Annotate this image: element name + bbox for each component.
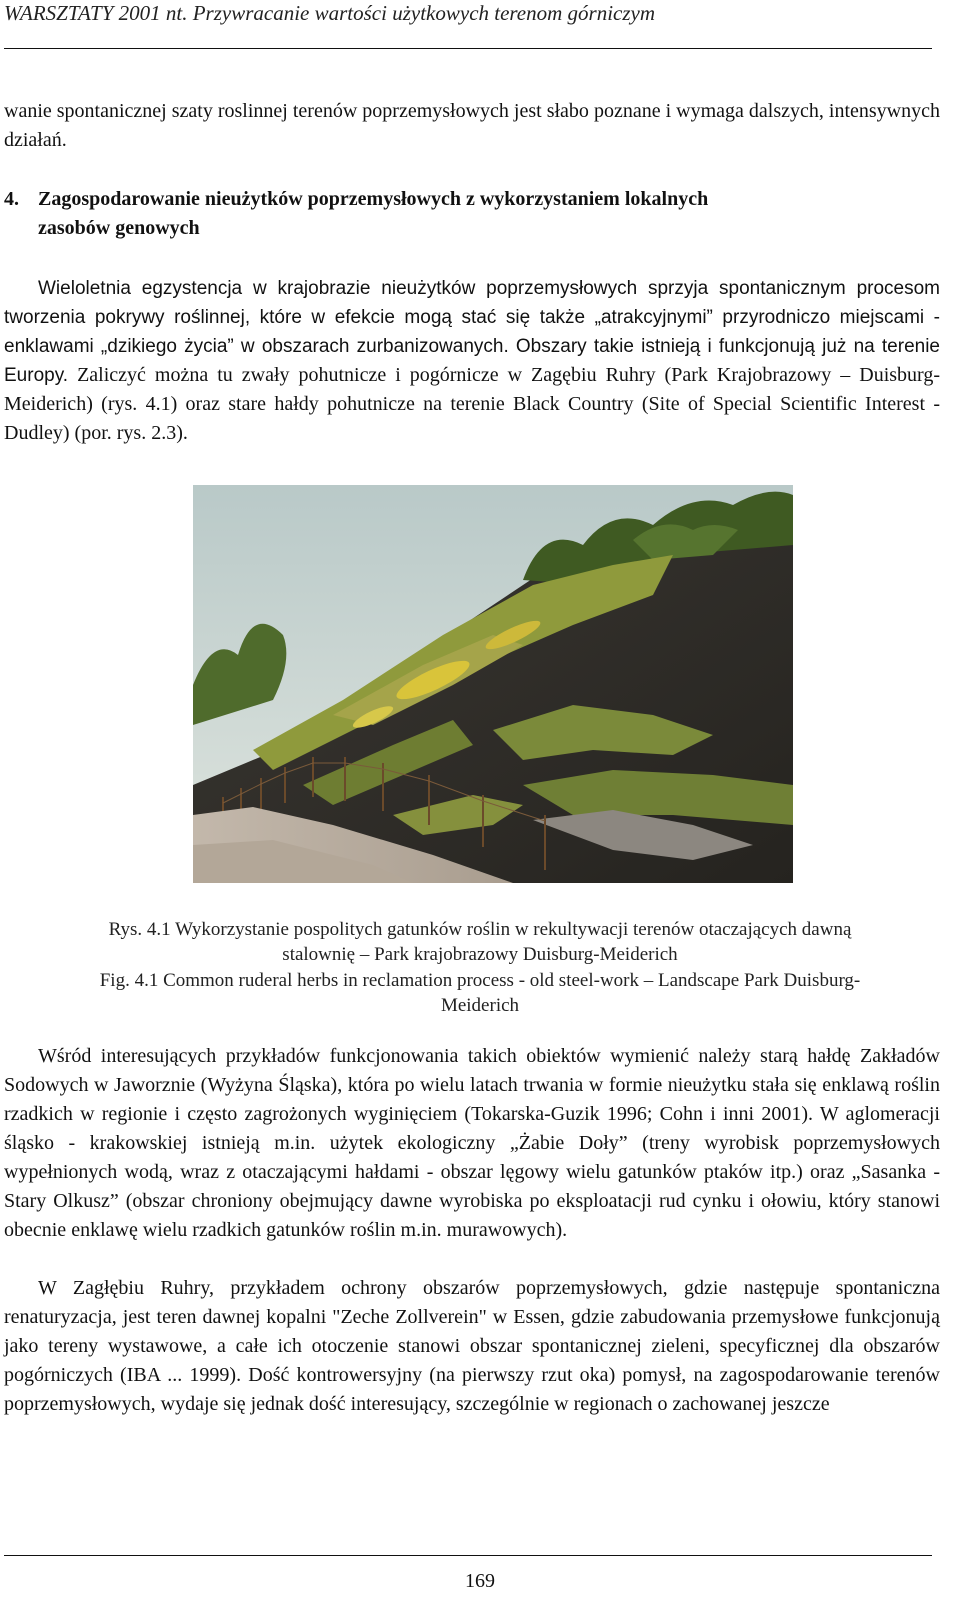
section-heading — [4, 185, 904, 243]
caption-pl-line2: stalownię – Park krajobrazowy Duisburg-Meiderich — [282, 944, 678, 965]
paragraph-existence-serif: Zaliczyć można tu zwały pohutnicze i pogórnicze w Zagębiu Ruhry (Park Krajobrazowy – Duisburg-Meiderich) (rys. 4.1) oraz stare hałdy pohutnicze na terenie Black Country (Site of Special Scientific Interest - Dudley) (por. rys. 2.3). — [4, 364, 940, 444]
figure-caption-english — [0, 968, 960, 1018]
page-number: 169 — [465, 1570, 495, 1592]
paragraph-ruhr: W Zagłębiu Ruhry, przykładem ochrony obszarów poprzemysłowych, gdzie następuje spontaniczna renaturyzacja, jest teren dawnej kopalni "Zeche Zollverein" w Essen, gdzie zabudowania przemysłowe funkcjonują jako tereny wystawowe, a całe ich otoczenie stanowi obszar spontanicznej zieleni, specyficznej dla obszarów pogórniczych (IBA ... 1999). Dość kontrowersyjny (na pierwszy rzut oka) pomysł, na zagospodarowanie terenów poprzemysłowych, wydaje się jednak dość interesujący, szczególnie w regionach o zachowanej jeszcze — [4, 1277, 940, 1415]
running-header: WARSZTATY 2001 nt. Przywracanie wartości użytkowych terenom górniczym — [4, 1, 656, 25]
section-title-line1: Zagospodarowanie nieużytków poprzemysłowych z wykorzystaniem lokalnych — [38, 188, 709, 210]
caption-en-line2: Meiderich — [440, 995, 520, 1016]
section-title-line2: zasobów genowych — [38, 217, 200, 239]
paragraph-examples: Wśród interesujących przykładów funkcjonowania takich obiektów wymienić należy starą hałdę Zakładów Sodowych w Jaworznie (Wyżyna Śląska), która po wielu latach trwania w formie nieużytku stała się enklawą roślin rzadkich w regionie i często zagrożonych wyginięciem (Tokarska-Guzik 1996; Cohn i inni 2001). W aglomeracji śląsko - krakowskiej istnieją m.in. użytek ekologiczny „Żabie Doły” (treny wyrobisk poprzemysłowych wypełnionych wodą, wraz z otaczającymi hałdami - obszar lęgowy wielu gatunków ptaków itp.) oraz „Sasanka - Stary Olkusz” (obszar chroniony obejmujący dawne wyrobiska po eksploatacji rud cynku i ołowiu, który stanowi obecnie enklawę wielu rzadkich gatunków roślin m.in. murawowych). — [4, 1045, 940, 1241]
footer-rule — [4, 1555, 932, 1556]
paragraph-existence-sans: Wieloletnia egzystencja w krajobrazie nieużytków poprzemysłowych sprzyja spontanicznym procesom tworzenia pokrywy roślinnej, które w efekcie mogą stać się także „atrakcyjnymi” przyrodniczo miejscami - enklawami „dzikiego życia” w obszarach zurbanizowanych. Obszary takie istnieją i funkcjonują już na terenie Europy. — [4, 278, 940, 386]
slag-heap-photo — [193, 485, 793, 883]
paragraph-existence — [4, 274, 940, 448]
figure-photo-slag-heap — [193, 485, 793, 883]
caption-en-line1: Fig. 4.1 Common ruderal herbs in reclamation process - old steel-work – Landscape Park Duisburg- — [99, 970, 861, 991]
caption-pl-line1: Rys. 4.1 Wykorzystanie pospolitych gatunków roślin w rekultywacji terenów otaczających dawną — [108, 919, 852, 940]
figure-caption-polish — [0, 917, 960, 967]
paragraph-intro: wanie spontanicznej szaty roslinnej terenów poprzemysłowych jest słabo poznane i wymaga dalszych, intensywnych działań. — [4, 100, 940, 151]
section-number: 4. — [4, 188, 19, 210]
header-rule — [4, 48, 932, 49]
